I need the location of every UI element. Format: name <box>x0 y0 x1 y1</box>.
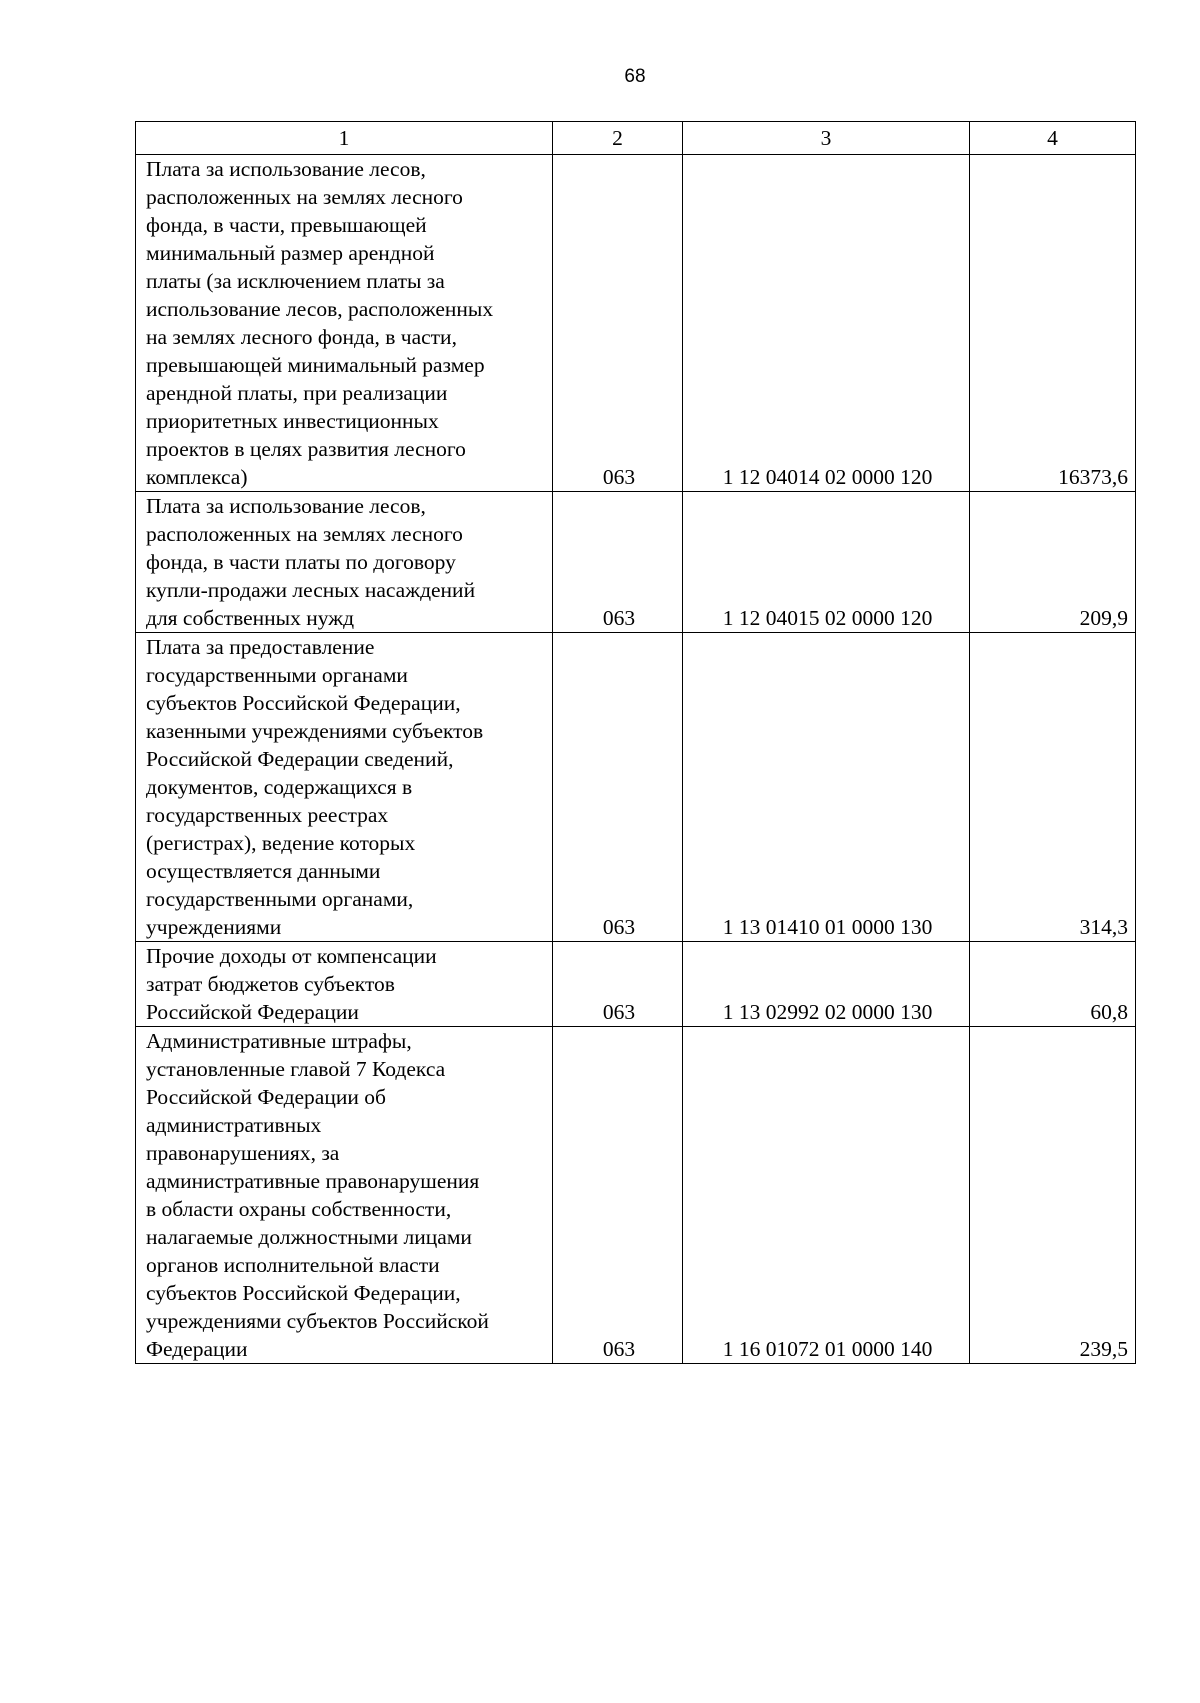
income-name: Плата за использование лесов, расположенных на землях лесного фонда, в части, превышающей минимальный размер арендной платы (за исключением платы за использование лесов, расположенных на землях лесного фонда, в части, превышающей минимальный размер арендной платы, при реализации приоритетных инвестиционных проектов в целях развития лесного комплекса) <box>136 155 553 492</box>
table-row <box>136 155 1136 492</box>
column-header-4: 4 <box>970 122 1136 155</box>
table-row <box>136 492 1136 633</box>
amount: 239,5 <box>970 1027 1136 1364</box>
amount: 314,3 <box>970 633 1136 942</box>
income-name: Прочие доходы от компенсации затрат бюджетов субъектов Российской Федерации <box>136 942 553 1027</box>
budget-table <box>135 121 1136 1364</box>
income-name: Плата за использование лесов, расположенных на землях лесного фонда, в части платы по договору купли-продажи лесных насаждений для собственных нужд <box>136 492 553 633</box>
amount: 209,9 <box>970 492 1136 633</box>
budget-classification-code: 1 13 02992 02 0000 130 <box>683 942 970 1027</box>
table-header-row <box>136 122 1136 155</box>
column-header-3: 3 <box>683 122 970 155</box>
budget-classification-code: 1 16 01072 01 0000 140 <box>683 1027 970 1364</box>
table-row <box>136 633 1136 942</box>
page-number: 68 <box>624 66 646 87</box>
administrator-code: 063 <box>553 1027 683 1364</box>
budget-classification-code: 1 12 04014 02 0000 120 <box>683 155 970 492</box>
amount: 16373,6 <box>970 155 1136 492</box>
amount: 60,8 <box>970 942 1136 1027</box>
budget-classification-code: 1 13 01410 01 0000 130 <box>683 633 970 942</box>
column-header-2: 2 <box>553 122 683 155</box>
income-name: Административные штрафы, установленные главой 7 Кодекса Российской Федерации об административных правонарушениях, за административные правонарушения в области охраны собственности, налагаемые должностными лицами органов исполнительной власти субъектов Российской Федерации, учреждениями субъектов Российской Федерации <box>136 1027 553 1364</box>
table-row <box>136 942 1136 1027</box>
administrator-code: 063 <box>553 633 683 942</box>
administrator-code: 063 <box>553 492 683 633</box>
column-header-1: 1 <box>136 122 553 155</box>
table-row <box>136 1027 1136 1364</box>
administrator-code: 063 <box>553 155 683 492</box>
administrator-code: 063 <box>553 942 683 1027</box>
budget-classification-code: 1 12 04015 02 0000 120 <box>683 492 970 633</box>
income-name: Плата за предоставление государственными органами субъектов Российской Федерации, казенными учреждениями субъектов Российской Федерации сведений, документов, содержащихся в государственных реестрах (регистрах), ведение которых осуществляется данными государственными органами, учреждениями <box>136 633 553 942</box>
